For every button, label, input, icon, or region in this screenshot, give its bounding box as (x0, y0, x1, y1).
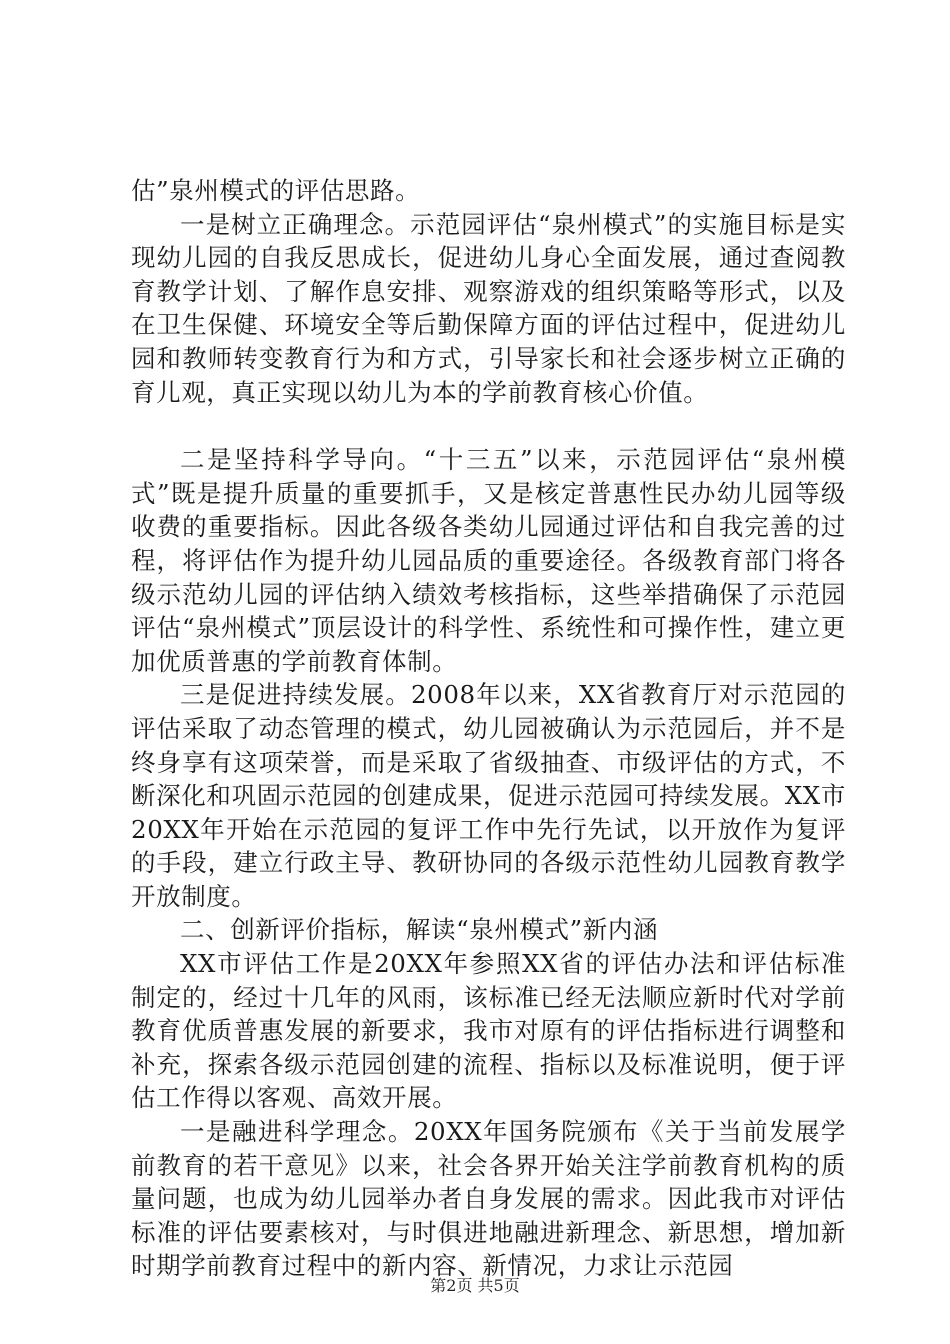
paragraph-scientific-concept: 一是融进科学理念。20XX年国务院颁布《关于当前发展学前教育的若干意见》以来，社会各界开始关注学前教育机构的质量问题，也成为幼儿园举办者自身发展的需求。因此我市对评估标准的评估要素核对，与时俱进地融进新理念、新思想，增加新时期学前教育过程中的新内容、新情况，力求让示范园 (131, 1117, 846, 1281)
paragraph-continuation: 估”泉州模式的评估思路。 (131, 176, 421, 205)
paragraph-point-three-development: 三是促进持续发展。2008年以来，XX省教育厅对示范园的评估采取了动态管理的模式，幼儿园被确认为示范园后，并不是终身享有这项荣誉，而是采取了省级抽查、市级评估的方式，不断深化和巩固示范园的创建成果，促进示范园可持续发展。XX市20XX年开始在示范园的复评工作中先行先试，以开放作为复评的手段，建立行政主导、教研协同的各级示范性幼儿园教育教学开放制度。 (131, 680, 846, 911)
document-body (131, 174, 846, 1283)
paragraph-evaluation-work: XX市评估工作是20XX年参照XX省的评估办法和评估标准制定的，经过十几年的风雨，该标准已经无法顺应新时代对学前教育优质普惠发展的新要求，我市对原有的评估指标进行调整和补充，探索各级示范园创建的流程、指标以及标准说明，便于评估工作得以客观、高效开展。 (131, 949, 846, 1113)
section-heading-innovation: 二、创新评价指标，解读“泉州模式”新内涵 (180, 915, 659, 945)
paragraph-point-two-guidance: 二是坚持科学导向。“十三五”以来，示范园评估“泉州模式”既是提升质量的重要抓手，又是核定普惠性民办幼儿园等级收费的重要指标。因此各级各类幼儿园通过评估和自我完善的过程，将评估作为提升幼儿园品质的重要途径。各级教育部门将各级示范幼儿园的评估纳入绩效考核指标，这些举措确保了示范园评估“泉州模式”顶层设计的科学性、系统性和可操作性，建立更加优质普惠的学前教育体制。 (131, 445, 846, 676)
paragraph-point-one-concept: 一是树立正确理念。示范园评估“泉州模式”的实施目标是实现幼儿园的自我反思成长，促进幼儿身心全面发展，通过查阅教育教学计划、了解作息安排、观察游戏的组织策略等形式，以及在卫生保健、环境安全等后勤保障方面的评估过程中，促进幼儿园和教师转变教育行为和方式，引导家长和社会逐步树立正确的育儿观，真正实现以幼儿为本的学前教育核心价值。 (131, 209, 846, 407)
page-number-footer: 第2页 共5页 (430, 1276, 520, 1295)
